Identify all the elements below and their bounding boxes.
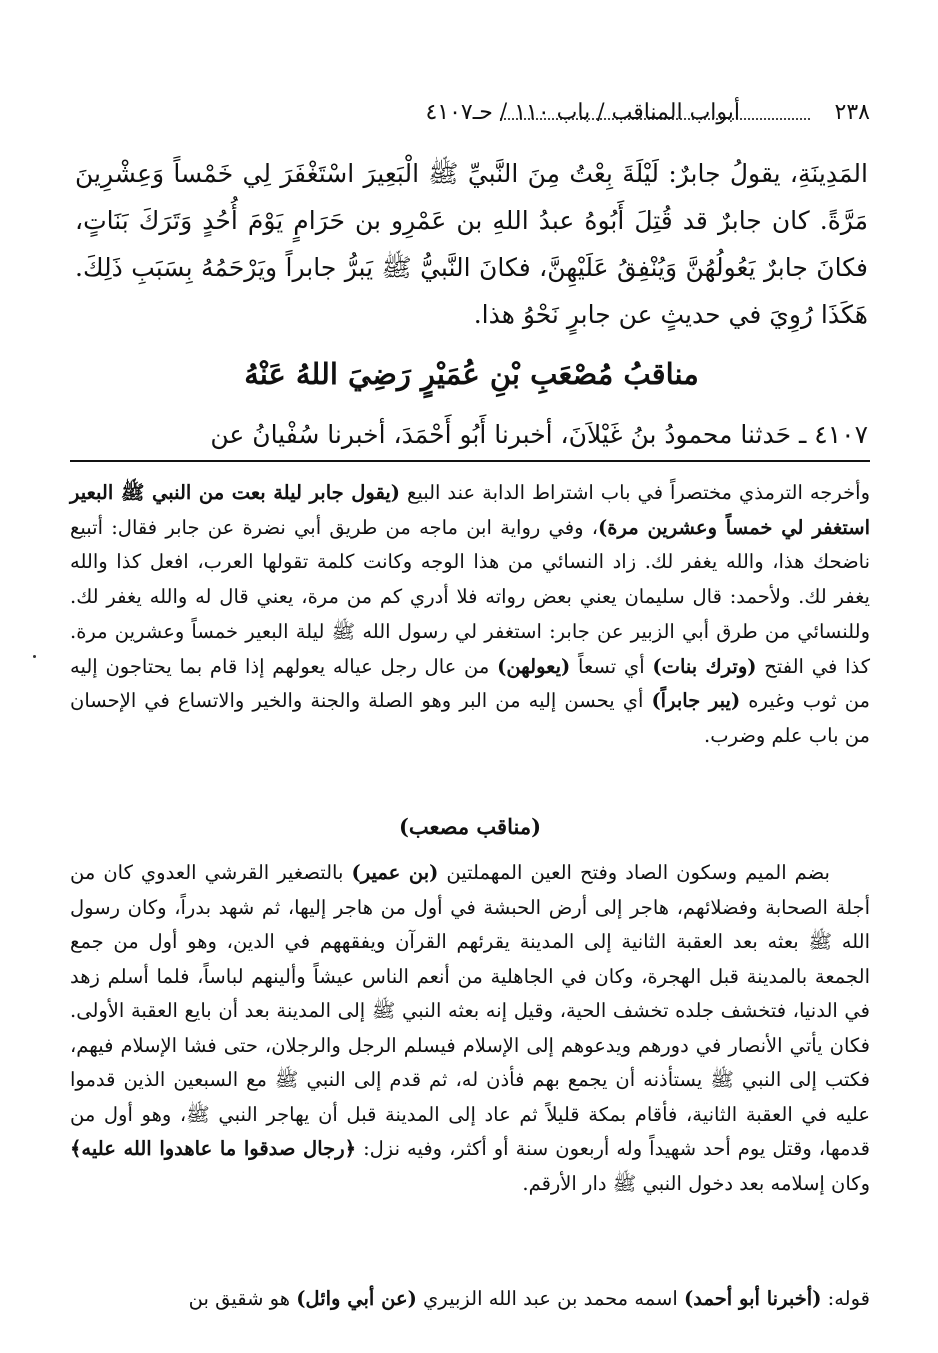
hadith-start-line: ٤١٠٧ ـ حَدثنا محمودُ بنُ غَيْلاَنَ، أخبرنا أَبُو أَحْمَدَ، أخبرنا سُفْيانُ عن [210,420,868,449]
text-run: أي يحسن إليه من البر وهو الصلة والجنة والخير والاتساع في الإحسان من باب علم وضرب. [70,689,870,747]
text-run: وأخرجه الترمذي مختصراً في باب اشتراط الدابة عند البيع [400,481,871,504]
text-run: هو شقيق بن [188,1287,297,1310]
bold-quote: (بن عمير) [351,861,439,884]
text-run: ، وفي رواية ابن ماجه من طريق أبي نضرة عن جابر فقال: أتبيع ناضحك هذا، والله يغفر لك. زاد النسائي من هذا الوجه وكانت كلمة تقولها العرب، افعل كذا والله يغفر لك. ولأحمد: قال سليمان يعني بعض رواته فلا أدري كم من مرة، يعني قال له والله يغفر لك. وللنسائي من طرق أبي الزبير عن جابر: استغفر لي رسول الله ﷺ ليلة البعير خمساً وعشرين مرة. كذا في الفتح [70,515,871,678]
bold-quote: (يقول جابر ليلة بعت من النبي ﷺ البعير استغفر لي خمساً وعشرين مرة) [70,481,870,539]
bold-quote: (وترك بنات) [652,654,757,678]
commentary-block [70,476,870,754]
bold-quote: (عن أبي وائل) [296,1287,417,1310]
bold-quote: (يبر جابراً) [651,689,741,713]
running-title: أبواب المناقب / باب ١١٠ / حـ٤١٠٧ [425,100,740,125]
footnote-divider [70,460,870,462]
text-run: بضم الميم وسكون الصاد وفتح العين المهملتين [438,861,830,884]
commentary-paragraph-3 [70,1282,870,1316]
text-run: من عال رجل عياله يعولهم إذا قام بما يحتاجون إليه من ثوب وغيره [70,654,871,713]
main-text [75,150,868,338]
bold-quote: ﴿رجال صدقوا ما عاهدوا الله عليه﴾ [70,1137,357,1160]
main-paragraph: المَدِينَةِ، يقولُ جابرٌ: لَيْلَةَ بِعْتُ مِنَ النَّبيِّ ﷺ الْبَعِيرَ اسْتَغْفَرَ لِي خَمْساً وَعِشْرِينَ مَرَّةً. كان جابرٌ قد قُتِلَ أَبُوهُ عبدُ اللهِ بن عَمْرِو بن حَرَامٍ يَوْمَ أُحُدٍ وَتَرَكَ بَنَاتٍ، فكانَ جابرٌ يَعُولُهُنَّ وَيُنْفِقُ عَلَيْهِنَّ، فكانَ النَّبيُّ ﷺ يَبرُّ جابراً ويَرْحَمُهُ بِسَبَبِ ذَلِكَ. هَكَذَا رُوِيَ في حديثٍ عن جابرٍ نَحْوُ هذا. [75,159,868,329]
bold-quote: (أخبرنا أبو أحمد) [684,1287,822,1310]
section-title: مناقبُ مُصْعَبِ بْنِ عُمَيْرٍ رَضِيَ اللهُ عَنْهُ [244,357,699,391]
text-run: قوله: [821,1287,870,1310]
commentary-subheading: (مناقب مصعب) [398,814,542,839]
commentary-block-2 [70,856,870,1201]
commentary-paragraph-2 [70,856,870,1201]
text-run: بالتصغير القرشي العدوي كان من أجلة الصحابة وفضلائهم، هاجر إلى أرض الحبشة في أول من هاجر إليها، ثم شهد بدراً، وكان رسول الله ﷺ بعثه بعد العقبة الثانية إلى المدينة يقرئهم القرآن ويفقههم في الدين، وهو أول من جمع الجمعة بالمدينة قبل الهجرة، وكان في الجاهلية من أنعم الناس عيشاً وألينهم لباساً، فلما أسلم زهد في الدنيا، فتخشف جلده تخشف الحية، وقيل إنه بعثه النبي ﷺ إلى المدينة بعد أن بايع العقبة الأولى. فكان يأتي الأنصار في دورهم ويدعوهم إلى الإسلام فيسلم الرجل والرجلان، حتى فشا الإسلام فيهم، فكتب إلى النبي ﷺ يستأذنه أن يجمع بهم فأذن له، ثم قدم إلى النبي ﷺ مع السبعين الذين قدموا عليه في العقبة الثانية، فأقام بمكة قليلاً ثم عاد إلى المدينة قبل أن يهاجر النبي ﷺ، وهو أول من قدمها، وقتل يوم أحد شهيداً وله أربعون سنة أو أكثر، وفيه نزل: [70,861,870,1160]
commentary-paragraph-1 [70,476,870,754]
page-number: ٢٣٨ [834,100,870,125]
bold-quote: (يعولهن) [497,654,571,678]
margin-mark [33,655,36,658]
running-header [80,96,870,130]
text-run: أي تسعاً [570,654,653,678]
text-run: وكان إسلامه بعد دخول النبي ﷺ دار الأرقم. [522,1171,870,1195]
text-run: اسمه محمد بن عبد الله الزبيري [416,1287,685,1310]
